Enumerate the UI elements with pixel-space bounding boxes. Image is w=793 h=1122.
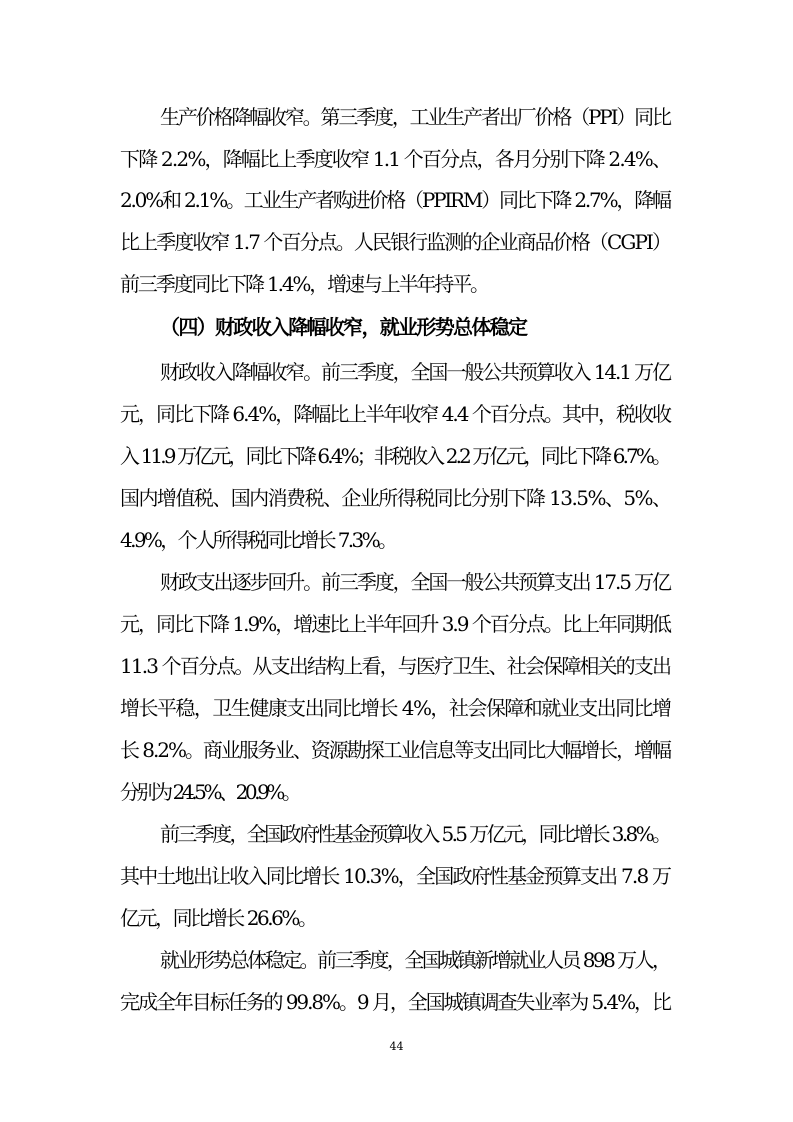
text-line: 元，同比下降 1.9%，增速比上半年回升 3.9 个百分点。比上年同期低 bbox=[120, 612, 670, 636]
text-line: 下降 2.2%，降幅比上季度收窄 1.1 个百分点，各月分别下降 2.4%、 bbox=[120, 147, 671, 171]
text-line: 11.3 个百分点。从支出结构上看，与医疗卫生、社会保障相关的支出 bbox=[120, 654, 671, 678]
section-heading: （四）财政收入降幅收窄，就业形势总体稳定 bbox=[160, 315, 527, 339]
text-line: 长 8.2%。商业服务业、资源勘探工业信息等支出同比大幅增长，增幅 bbox=[120, 738, 670, 762]
text-line: 入 11.9 万亿元，同比下降 6.4%；非税收入 2.2 万亿元，同比下降 6.7%。 bbox=[120, 444, 670, 468]
text-line: 完成全年目标任务的 99.8%。9 月，全国城镇调查失业率为 5.4%，比 bbox=[120, 990, 670, 1014]
text-line: 亿元，同比增长 26.6%。 bbox=[120, 906, 316, 930]
text-line: 4.9%，个人所得税同比增长 7.3%。 bbox=[120, 528, 396, 552]
text-line: 2.0%和 2.1%。工业生产者购进价格（PPIRM）同比下降 2.7%，降幅 bbox=[120, 188, 670, 212]
text-line: 前三季度，全国政府性基金预算收入 5.5 万亿元，同比增长 3.8%。 bbox=[160, 822, 670, 846]
text-line: 前三季度同比下降 1.4%，增速与上半年持平。 bbox=[120, 272, 488, 296]
text-line: 财政收入降幅收窄。前三季度，全国一般公共预算收入 14.1 万亿 bbox=[160, 360, 670, 384]
text-line: 就业形势总体稳定。前三季度，全国城镇新增就业人员 898 万人， bbox=[160, 948, 670, 972]
text-line: 国内增值税、国内消费税、企业所得税同比分别下降 13.5%、5%、 bbox=[120, 486, 671, 510]
text-line: 生产价格降幅收窄。第三季度，工业生产者出厂价格（PPI）同比 bbox=[160, 105, 670, 129]
text-line: 比上季度收窄 1.7 个百分点。人民银行监测的企业商品价格（CGPI） bbox=[120, 230, 671, 254]
text-line: 分别为 24.5%、20.9%。 bbox=[120, 780, 299, 804]
text-line: 增长平稳，卫生健康支出同比增长 4%，社会保障和就业支出同比增 bbox=[120, 696, 671, 720]
text-line: 元，同比下降 6.4%，降幅比上半年收窄 4.4 个百分点。其中，税收收 bbox=[120, 402, 670, 426]
text-line: 其中土地出让收入同比增长 10.3%，全国政府性基金预算支出 7.8 万 bbox=[120, 864, 671, 888]
text-line: 财政支出逐步回升。前三季度，全国一般公共预算支出 17.5 万亿 bbox=[160, 570, 670, 594]
page-number: 44 bbox=[389, 1040, 404, 1053]
